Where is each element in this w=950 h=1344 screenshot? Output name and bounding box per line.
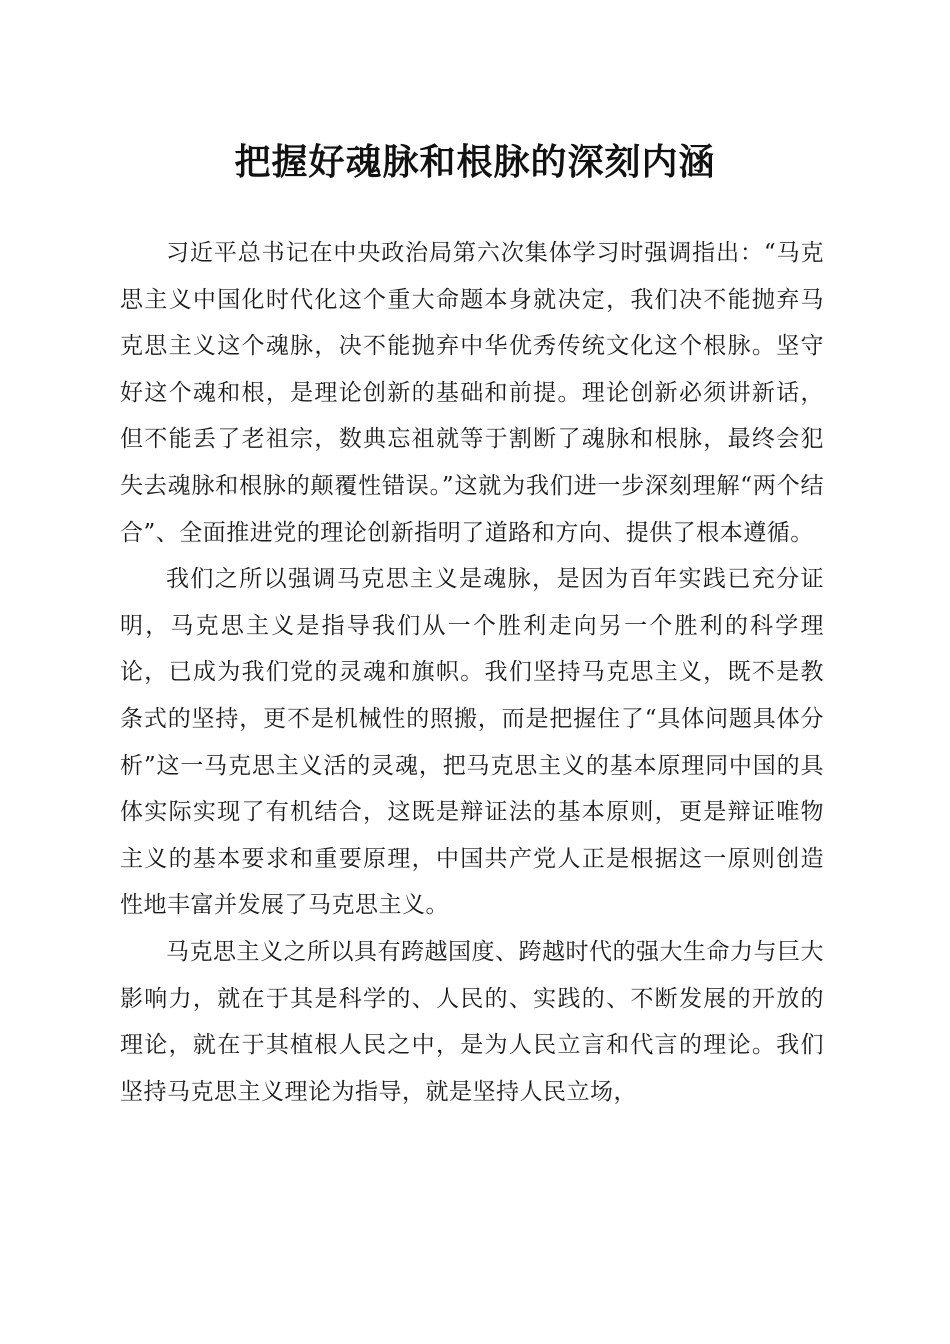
document-title: 把握好魂脉和根脉的深刻内涵	[234, 141, 716, 183]
paragraph: 习近平总书记在中央政治局第六次集体学习时强调指出：“马克思主义中国化时代化这个重大命题本身就决定，我们决不能抛弃马克思主义这个魂脉，决不能抛弃中华优秀传统文化这个根脉。坚守好这个魂和根，是理论创新的基础和前提。理论创新必须讲新话，但不能丢了老祖宗，数典忘祖就等于割断了魂脉和根脉，最终会犯失去魂脉和根脉的颠覆性错误。”这就为我们进一步深刻理解“两个结合”、全面推进党的理论创新指明了道路和方向、提供了根本遵循。	[120, 240, 824, 546]
document-body	[120, 230, 824, 1115]
paragraph: 我们之所以强调马克思主义是魂脉，是因为百年实践已充分证明，马克思主义是指导我们从一个胜利走向另一个胜利的科学理论，已成为我们党的灵魂和旗帜。我们坚持马克思主义，既不是教条式的坚持，更不是机械性的照搬，而是把握住了“具体问题具体分析”这一马克思主义活的灵魂，把马克思主义的基本原理同中国的具体实际实现了有机结合，这既是辩证法的基本原则，更是辩证唯物主义的基本要求和重要原理，中国共产党人正是根据这一原则创造性地丰富并发展了马克思主义。	[120, 566, 824, 919]
paragraph: 马克思主义之所以具有跨越国度、跨越时代的强大生命力与巨大影响力，就在于其是科学的、人民的、实践的、不断发展的开放的理论，就在于其植根人民之中，是为人民立言和代言的理论。我们坚持马克思主义理论为指导，就是坚持人民立场，	[120, 938, 824, 1105]
